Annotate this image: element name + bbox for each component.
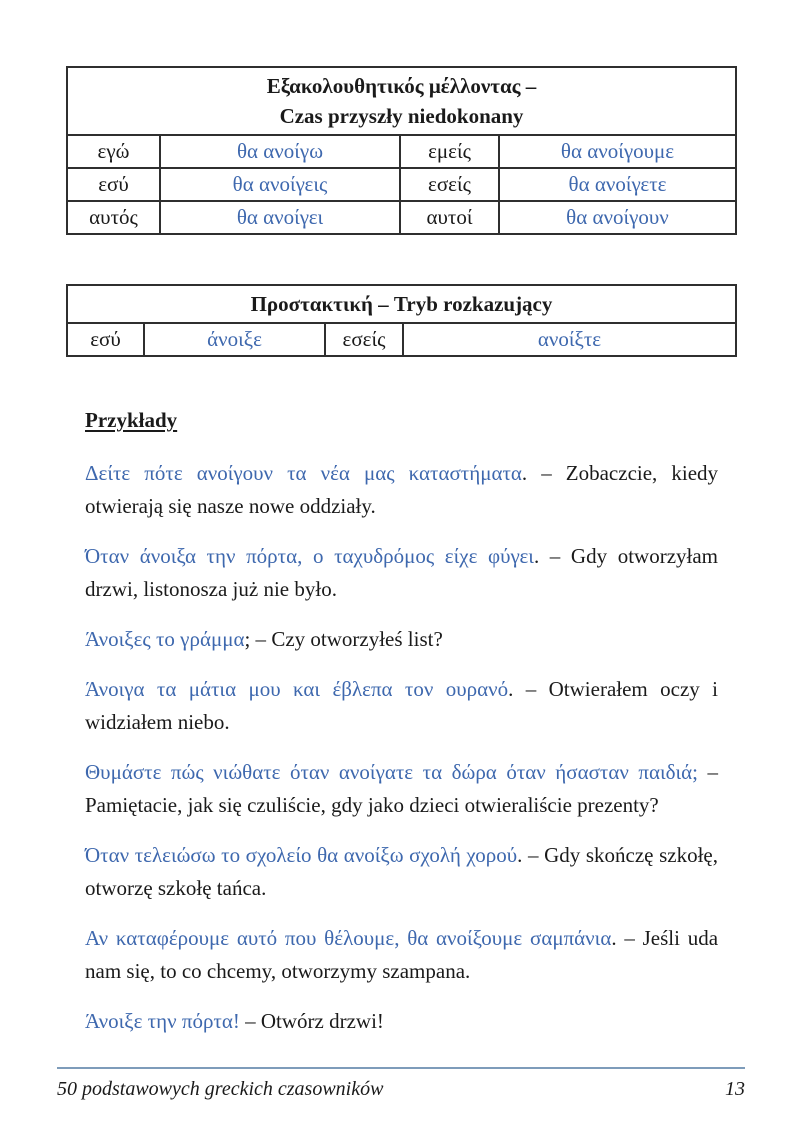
table-title: Προστακτική – Tryb rozkazujący xyxy=(67,285,736,323)
polish-translation: Gdy skończę szkołę, otworzę szkołę tańca. xyxy=(85,843,718,900)
greek-text: Άνοιγα τα μάτια μου και έβλεπα τον ουρανό xyxy=(85,677,509,701)
separator: . – xyxy=(533,544,571,568)
examples-heading: Przykłady xyxy=(85,408,178,432)
separator: – xyxy=(239,1009,261,1033)
separator: . – xyxy=(517,843,545,867)
greek-text: Όταν άνοιξα την πόρτα, ο ταχυδρόμος είχε φύγει xyxy=(85,544,534,568)
example-sentence xyxy=(85,839,718,905)
greek-text: Άνοιξε την πόρτα! xyxy=(85,1009,240,1033)
example-sentence xyxy=(85,673,718,739)
separator: . – xyxy=(521,461,566,485)
greek-text: Δείτε πότε ανοίγουν τα νέα μας καταστήματα xyxy=(85,461,522,485)
table-title-row xyxy=(67,67,736,135)
verb-form-cell: θα ανοίγετε xyxy=(499,168,736,201)
pronoun-cell: εσείς xyxy=(325,323,403,356)
greek-text: Άνοιξες το γράμμα xyxy=(85,627,245,651)
footer-page-number: 13 xyxy=(725,1078,745,1100)
pronoun-cell: εγώ xyxy=(67,135,160,168)
polish-translation: Czy otworzyłeś list? xyxy=(271,627,443,651)
separator: ; – xyxy=(244,627,272,651)
page-footer xyxy=(57,1078,745,1101)
example-sentence xyxy=(85,540,718,606)
greek-text: Αν καταφέρουμε αυτό που θέλουμε, θα ανοίξουμε σαμπάνια xyxy=(85,926,612,950)
polish-translation: Jeśli uda nam się, to co chcemy, otworzymy szampana. xyxy=(85,926,719,983)
table-title xyxy=(67,67,736,135)
table-row xyxy=(67,323,736,356)
example-sentence xyxy=(85,623,718,656)
verb-form-cell: θα ανοίγω xyxy=(160,135,400,168)
table-row xyxy=(67,201,736,234)
polish-translation: Gdy otworzyłam drzwi, listonosza już nie było. xyxy=(85,544,719,601)
polish-translation: Otwórz drzwi! xyxy=(260,1009,384,1033)
pronoun-cell: εσείς xyxy=(400,168,499,201)
pronoun-cell: εσύ xyxy=(67,168,160,201)
separator: – xyxy=(697,760,719,784)
example-sentence xyxy=(85,756,718,822)
verb-form-cell: θα ανοίγουν xyxy=(499,201,736,234)
verb-form-cell: θα ανοίγει xyxy=(160,201,400,234)
table-row xyxy=(67,168,736,201)
example-sentence xyxy=(85,922,718,988)
greek-text: Όταν τελειώσω το σχολείο θα ανοίξω σχολή χορού xyxy=(85,843,518,867)
example-sentence xyxy=(85,457,718,523)
footer-divider xyxy=(57,1067,745,1069)
pronoun-cell: εσύ xyxy=(67,323,144,356)
verb-form-cell: θα ανοίγεις xyxy=(160,168,400,201)
polish-translation: Zobaczcie, kiedy otwierają się nasze nowe oddziały. xyxy=(85,461,719,518)
footer-book-title: 50 podstawowych greckich czasowników xyxy=(57,1078,384,1100)
future-tense-table xyxy=(66,66,737,235)
polish-translation: Otwierałem oczy i widziałem niebo. xyxy=(85,677,719,734)
pronoun-cell: αυτοί xyxy=(400,201,499,234)
table-title-line-polish: Czas przyszły niedokonany xyxy=(279,104,524,128)
greek-text: Θυμάστε πώς νιώθατε όταν ανοίγατε τα δώρα όταν ήσασταν παιδιά; xyxy=(85,760,698,784)
table-title-line-greek: Εξακολουθητικός μέλλοντας – xyxy=(266,74,537,98)
verb-form-cell: θα ανοίγουμε xyxy=(499,135,736,168)
examples-section xyxy=(85,408,718,1038)
imperative-table xyxy=(66,284,737,357)
separator: . – xyxy=(611,926,643,950)
pronoun-cell: αυτός xyxy=(67,201,160,234)
verb-form-cell: άνοιξε xyxy=(144,323,325,356)
pronoun-cell: εμείς xyxy=(400,135,499,168)
separator: . – xyxy=(508,677,549,701)
example-sentence xyxy=(85,1005,718,1038)
table-title-row xyxy=(67,285,736,323)
polish-translation: Pamiętacie, jak się czuliście, gdy jako dzieci otwieraliście prezenty? xyxy=(85,793,659,817)
verb-form-cell: ανοίξτε xyxy=(403,323,736,356)
table-row xyxy=(67,135,736,168)
